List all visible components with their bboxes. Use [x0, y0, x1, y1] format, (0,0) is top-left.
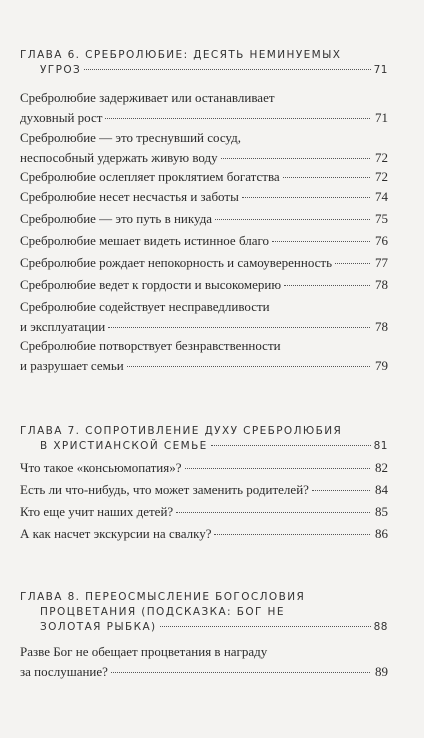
entry-text: Сребролюбие несет несчастья и заботы	[20, 189, 239, 204]
toc-entry	[20, 297, 388, 337]
chapter-7-page: 81	[373, 440, 388, 452]
toc-entry	[20, 128, 388, 168]
entry-page: 84	[375, 482, 388, 497]
leader-dots	[108, 327, 370, 328]
toc-entry	[20, 642, 388, 682]
entry-line1: Сребролюбие содействует несправедливости	[20, 299, 270, 314]
leader-dots	[242, 197, 370, 198]
entry-text: Есть ли что-нибудь, что может заменить родителей?	[20, 482, 309, 497]
toc-entry	[20, 502, 388, 522]
entry-page: 71	[375, 110, 388, 125]
chapter-8-title-line2: ПРОЦВЕТАНИЯ (ПОДСКАЗКА: БОГ НЕ	[40, 606, 285, 618]
entry-page: 77	[375, 255, 388, 270]
leader-dots	[105, 118, 370, 119]
entry-line1: Сребролюбие потворствует безнравственности	[20, 338, 281, 353]
entry-page: 85	[375, 504, 388, 519]
leader-dots	[272, 241, 370, 242]
leader-dots	[185, 468, 370, 469]
toc-entry	[20, 253, 388, 273]
leader-dots	[127, 366, 370, 367]
entry-text: Сребролюбие — это путь в никуда	[20, 211, 213, 226]
toc-entry	[20, 524, 388, 544]
toc-entry	[20, 458, 388, 478]
toc-entry	[20, 275, 388, 295]
chapter-7-title-line2: В ХРИСТИАНСКОЙ СЕМЬЕ	[40, 440, 208, 452]
entry-page: 78	[375, 319, 388, 334]
entry-line2: за послушание?	[20, 664, 108, 679]
entry-text: Сребролюбие ослепляет проклятием богатства	[20, 169, 280, 184]
entry-line2: неспособный удержать живую воду	[20, 150, 218, 165]
leader-dots	[284, 285, 370, 286]
entry-line2: и разрушает семьи	[20, 358, 124, 373]
leader-dots	[283, 177, 370, 178]
toc-entry	[20, 231, 388, 251]
entry-line2: духовный рост	[20, 110, 103, 125]
entry-text: Сребролюбие мешает видеть истинное благо	[20, 233, 270, 248]
toc-entry	[20, 187, 388, 207]
entry-page: 78	[375, 277, 388, 292]
leader-dots	[111, 672, 370, 673]
entry-line1: Разве Бог не обещает процветания в награду	[20, 644, 268, 659]
entry-page: 74	[375, 189, 388, 204]
toc-entry	[20, 167, 388, 187]
leader-dots	[215, 219, 370, 220]
entry-page: 79	[375, 358, 388, 373]
chapter-6-title-line1: ГЛАВА 6. СРЕБРОЛЮБИЕ: ДЕСЯТЬ НЕМИНУЕМЫХ	[20, 49, 342, 61]
entry-text: Сребролюбие ведет к гордости и высокомерию	[20, 277, 282, 292]
entry-page: 72	[375, 150, 388, 165]
toc-entry	[20, 336, 388, 376]
chapter-8-title-line3: ЗОЛОТАЯ РЫБКА)	[40, 621, 157, 633]
chapter-6-title-line2: УГРОЗ	[40, 64, 82, 76]
chapter-7-title-line1: ГЛАВА 7. СОПРОТИВЛЕНИЕ ДУХУ СРЕБРОЛЮБИЯ	[20, 425, 343, 437]
entry-page: 75	[375, 211, 388, 226]
chapter-8-heading	[20, 590, 388, 635]
entry-page: 89	[375, 664, 388, 679]
leader-dots	[312, 490, 370, 491]
toc-entry	[20, 209, 388, 229]
entry-line1: Сребролюбие — это треснувший сосуд,	[20, 130, 241, 145]
toc-entry	[20, 480, 388, 500]
entry-text: Кто еще учит наших детей?	[20, 504, 174, 519]
entry-text: Что такое «консьюмопатия»?	[20, 460, 182, 475]
entry-page: 76	[375, 233, 388, 248]
entry-page: 82	[375, 460, 388, 475]
leader-dots	[160, 626, 371, 627]
entry-line2: и эксплуатации	[20, 319, 106, 334]
leader-dots	[221, 158, 370, 159]
chapter-7-heading	[20, 424, 388, 454]
entry-line1: Сребролюбие задерживает или останавливает	[20, 90, 275, 105]
entry-text: Сребролюбие рождает непокорность и самоуверенность	[20, 255, 333, 270]
toc-entry	[20, 88, 388, 128]
entry-page: 86	[375, 526, 388, 541]
chapter-6-page: 71	[373, 64, 388, 76]
entry-page: 72	[375, 169, 388, 184]
leader-dots	[214, 534, 370, 535]
entry-text: А как насчет экскурсии на свалку?	[20, 526, 212, 541]
leader-dots	[84, 69, 370, 70]
leader-dots	[176, 512, 370, 513]
chapter-6-heading	[20, 48, 388, 78]
leader-dots	[211, 445, 371, 446]
chapter-8-title-line1: ГЛАВА 8. ПЕРЕОСМЫСЛЕНИЕ БОГОСЛОВИЯ	[20, 591, 306, 603]
chapter-8-page: 88	[373, 621, 388, 633]
leader-dots	[335, 263, 370, 264]
